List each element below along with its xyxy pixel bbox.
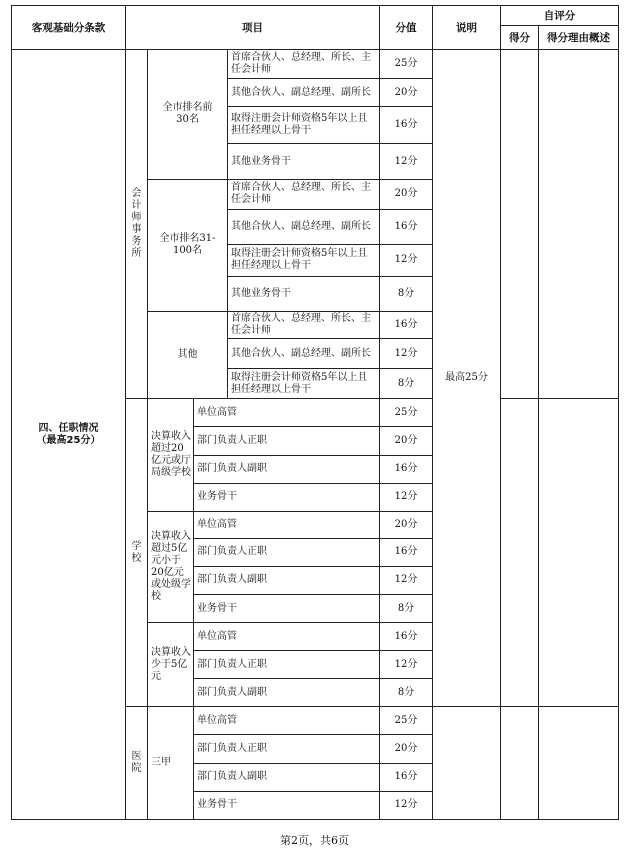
item-text: 部门负责人副职 — [194, 679, 380, 707]
item-text: 业务骨干 — [194, 483, 380, 511]
score-value: 12分 — [380, 651, 433, 679]
item-text: 单位高管 — [194, 399, 380, 427]
item-text: 部门负责人正职 — [194, 427, 380, 455]
group-name: 决算收入超过20亿元或厅局级学校 — [148, 399, 194, 511]
item-text: 单位高管 — [194, 707, 380, 735]
score-value: 12分 — [380, 339, 433, 369]
item-text: 取得注册会计师资格5年以上且担任经理以上骨干 — [228, 244, 380, 276]
category-label: 学校 — [131, 540, 142, 564]
category-school — [126, 399, 148, 707]
item-text: 单位高管 — [194, 623, 380, 651]
table-body — [12, 6, 619, 820]
section-title-cell — [12, 50, 126, 820]
item-text: 其他合伙人、副总经理、副所长 — [228, 339, 380, 369]
section-title: 四、任职情况 — [38, 422, 99, 434]
score-value: 16分 — [380, 763, 433, 791]
self-reason-cell[interactable] — [539, 399, 619, 707]
category-label: 医院 — [131, 751, 142, 775]
item-text: 取得注册会计师资格5年以上且担任经理以上骨干 — [228, 369, 380, 399]
group-name: 决算收入少于5亿元 — [148, 623, 194, 707]
item-text: 其他合伙人、副总经理、副所长 — [228, 209, 380, 244]
score-value: 12分 — [380, 144, 433, 179]
score-value: 16分 — [380, 455, 433, 483]
header-self-reason: 得分理由概述 — [539, 26, 619, 50]
item-text: 其他业务骨干 — [228, 276, 380, 311]
score-value: 8分 — [380, 276, 433, 311]
header-item: 项目 — [126, 6, 380, 50]
page-footer: 第2页，共6页 — [280, 834, 349, 847]
header-score: 分值 — [380, 6, 433, 50]
group-name: 三甲 — [148, 707, 194, 820]
category-accounting — [126, 50, 148, 399]
item-text: 部门负责人正职 — [194, 735, 380, 763]
item-text: 取得注册会计师资格5年以上且担任经理以上骨干 — [228, 107, 380, 144]
score-value: 20分 — [380, 427, 433, 455]
group-name: 全市排名前30名 — [148, 50, 228, 179]
score-value: 16分 — [380, 107, 433, 144]
score-value: 25分 — [380, 707, 433, 735]
item-text: 部门负责人副职 — [194, 566, 380, 594]
item-text: 业务骨干 — [194, 595, 380, 623]
self-score-cell[interactable] — [501, 399, 539, 707]
score-value: 12分 — [380, 244, 433, 276]
score-value: 20分 — [380, 79, 433, 107]
score-value: 16分 — [380, 209, 433, 244]
score-value: 25分 — [380, 399, 433, 427]
score-value: 20分 — [380, 511, 433, 538]
header-clause: 客观基础分条款 — [12, 6, 126, 50]
header-self-eval: 自评分 — [501, 6, 619, 26]
header-self-score: 得分 — [501, 26, 539, 50]
score-value: 20分 — [380, 735, 433, 763]
item-text: 部门负责人正职 — [194, 538, 380, 566]
item-text: 部门负责人副职 — [194, 455, 380, 483]
group-name: 全市排名31-100名 — [148, 179, 228, 311]
self-score-cell[interactable] — [501, 707, 539, 820]
section-subtitle: （最高25分） — [36, 434, 101, 446]
score-value: 12分 — [380, 566, 433, 594]
note-cell: 最高25分 — [433, 50, 501, 707]
score-value: 12分 — [380, 791, 433, 819]
score-value: 8分 — [380, 369, 433, 399]
item-text: 其他业务骨干 — [228, 144, 380, 179]
self-reason-cell[interactable] — [539, 707, 619, 820]
header-note: 说明 — [433, 6, 501, 50]
self-score-cell[interactable] — [501, 50, 539, 399]
score-value: 20分 — [380, 179, 433, 209]
category-label: 会计师事务所 — [131, 188, 142, 260]
score-value: 12分 — [380, 483, 433, 511]
item-text: 首席合伙人、总经理、所长、主任会计师 — [228, 50, 380, 79]
score-value: 16分 — [380, 312, 433, 339]
group-name: 决算收入超过5亿元小于20亿元或处级学校 — [148, 511, 194, 622]
scoring-table — [11, 5, 619, 820]
self-reason-cell[interactable] — [539, 50, 619, 399]
item-text: 其他合伙人、副总经理、副所长 — [228, 79, 380, 107]
score-value: 25分 — [380, 50, 433, 79]
item-text: 部门负责人正职 — [194, 651, 380, 679]
item-text: 部门负责人副职 — [194, 763, 380, 791]
note-cell-empty — [433, 707, 501, 820]
item-text: 单位高管 — [194, 511, 380, 538]
item-text: 业务骨干 — [194, 791, 380, 819]
group-name: 其他 — [148, 312, 228, 399]
score-value: 8分 — [380, 679, 433, 707]
table-row — [12, 50, 619, 79]
score-value: 16分 — [380, 623, 433, 651]
header-row-1 — [12, 6, 619, 26]
category-hospital — [126, 707, 148, 820]
item-text: 首席合伙人、总经理、所长、主任会计师 — [228, 179, 380, 209]
score-value: 8分 — [380, 595, 433, 623]
score-value: 16分 — [380, 538, 433, 566]
item-text: 首席合伙人、总经理、所长、主任会计师 — [228, 312, 380, 339]
